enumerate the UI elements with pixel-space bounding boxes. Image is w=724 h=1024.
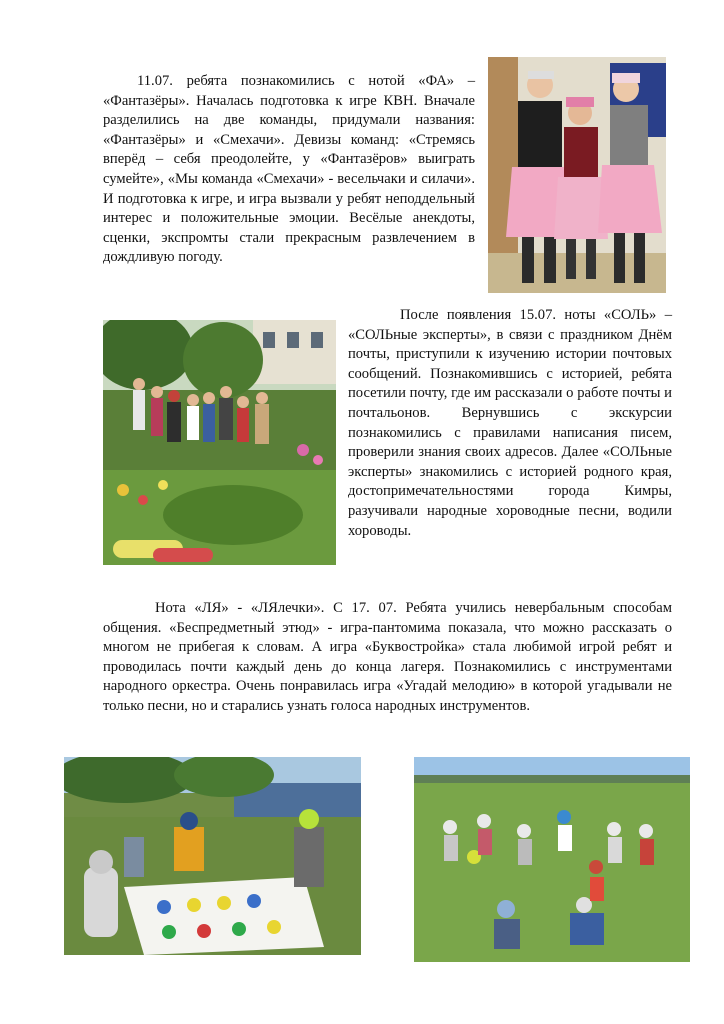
photo-costumed-children [488, 57, 666, 293]
photo-field-children [414, 757, 690, 962]
paragraph-fa: 11.07. ребята познакомились с нотой «ФА» – «Фантазёры». Началась подготовка к игре КВН. Вначале разделились на две команды, придумали названия: «Фантазёры» и «Смехачи». Девизы команд: «Стремясь вперёд – себя преодолейте, у «Фантазёров» выиграть сумейте», «Мы команда «Смехачи» - весельчаки и силачи». И подготовка к игре, и игра вызвали у ребят неподдельный интерес и положительные эмоции. Весёлые анекдоты, сценки, экспромты стали прекрасным развлечением в дождливую погоду. [103, 73, 475, 266]
photo-twister-game [64, 757, 361, 955]
paragraph-la: Нота «ЛЯ» - «ЛЯлечки». С 17. 07. Ребята учились невербальным способам общения. «Беспредметный этюд» - игра-пантомима показала, что можно рассказать о многом не прибегая к словам. А игра «Буквостройка» стала любимой игрой ребят и проводилась почти каждый день до конца лагеря. Познакомились с инструментами народного оркестра. Очень понравилась игра «Угадай мелодию» в которой угадывали не только песни, но и старались узнать голоса народных инструментов. [103, 600, 672, 714]
photo-group-garden [103, 320, 336, 565]
paragraph-sol: После появления 15.07. ноты «СОЛЬ» – «СОЛЬные эксперты», в связи с праздником Днём почты, приступили к изучению истории почтовых сообщений. Познакомившись с историей, ребята посетили почту, где им рассказали о работе почты и почтальонов. Вернувшись с экскурсии познакомились с правилами написания писем, проверили знания своих адресов. Далее «СОЛЬные эксперты» знакомились с историей родного края, достопримечательностями города Кимры, разучивали народные хороводные песни, водили хороводы. [348, 307, 672, 539]
